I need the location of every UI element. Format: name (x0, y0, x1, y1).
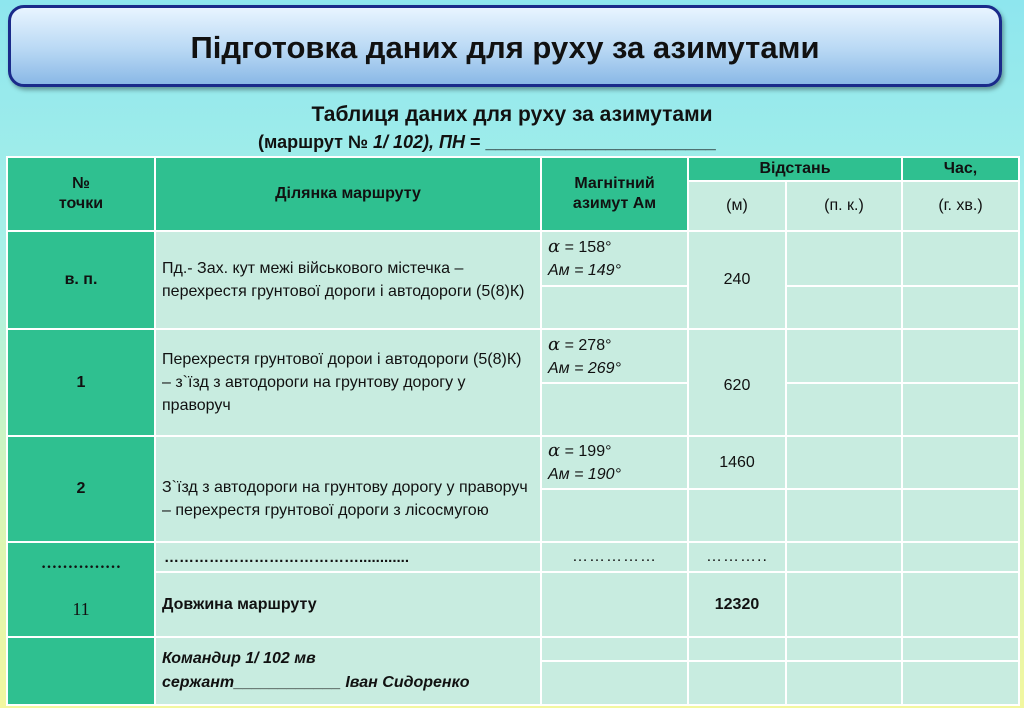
empty-cell (688, 637, 786, 661)
table-title: Таблиця даних для руху за азимутами (311, 103, 713, 126)
empty-cell (541, 286, 688, 329)
empty-cell (902, 637, 1019, 661)
empty-cell (786, 489, 902, 542)
empty-cell (902, 383, 1019, 436)
alpha-symbol: α (548, 440, 561, 461)
time-cell (902, 329, 1019, 383)
page-title: Підготовка даних для руху за азимутами (190, 30, 820, 65)
empty-cell (902, 572, 1019, 637)
final-point: 11 (72, 599, 90, 619)
azimuth-cell (541, 329, 688, 383)
route-table (6, 156, 1020, 706)
route-length-total: 12320 (688, 572, 786, 637)
segment-cell: Пд.- Зах. кут межі військового містечка – перехрестя грунтової дороги і автодороги (5(8)К) (155, 231, 541, 329)
header-row (7, 157, 1019, 181)
am-value: Ам = 149° (548, 262, 621, 279)
header-azimuth: Магнітний азимут Ам (541, 157, 688, 231)
point-cell: 1 (7, 329, 155, 436)
empty-cell (541, 637, 688, 661)
empty-cell (541, 661, 688, 705)
final-point-cell (7, 542, 155, 637)
empty-cell (541, 489, 688, 542)
empty-cell (902, 661, 1019, 705)
alpha-value: = 199° (564, 443, 612, 460)
header-point: № точки (7, 157, 155, 231)
am-value: Ам = 269° (548, 359, 621, 377)
dots-distance: ……….. (688, 542, 786, 572)
header-distance: Відстань (688, 157, 902, 181)
header-dist-m: (м) (688, 181, 786, 231)
empty-cell (902, 542, 1019, 572)
point-cell: в. п. (7, 231, 155, 329)
subtitle-prefix: (маршрут № (258, 132, 373, 152)
empty-cell (786, 286, 902, 329)
azimuth-cell (541, 231, 688, 286)
final-row (7, 542, 1019, 572)
table-row (7, 231, 1019, 286)
alpha-value: = 278° (564, 336, 612, 354)
empty-cell (688, 489, 786, 542)
pk-cell (786, 231, 902, 286)
empty-cell (7, 637, 155, 705)
alpha-symbol: α (548, 236, 561, 257)
header-segment: Ділянка маршруту (155, 157, 541, 231)
dots-point: …………… (41, 555, 121, 572)
title-banner (8, 5, 1002, 87)
table-row (7, 329, 1019, 383)
dots-azimuth: …………… (541, 542, 688, 572)
header-dist-pk: (п. к.) (786, 181, 902, 231)
empty-cell (786, 383, 902, 436)
table-subtitle (258, 132, 716, 153)
empty-cell (541, 383, 688, 436)
header-time: Час, (902, 157, 1019, 181)
commander-line2: сержант____________ Іван Сидоренко (162, 674, 470, 691)
time-cell (902, 231, 1019, 286)
segment-cell: З`їзд з автодороги на грунтову дорогу у праворуч – перехрестя грунтової дороги з лісосмугою (155, 436, 541, 542)
azimuth-cell (541, 436, 688, 489)
subtitle-suffix: = _______________________ (464, 132, 716, 152)
commander-line1: Командир 1/ 102 мв (162, 650, 316, 667)
distance-cell: 240 (688, 231, 786, 329)
empty-cell (902, 286, 1019, 329)
empty-cell (786, 572, 902, 637)
alpha-value: = 158° (564, 239, 612, 256)
dots-segment: …………………………………............ (155, 542, 541, 572)
distance-cell: 1460 (688, 436, 786, 489)
commander-row (7, 637, 1019, 661)
empty-cell (786, 542, 902, 572)
pk-cell (786, 436, 902, 489)
empty-cell (786, 637, 902, 661)
length-row (7, 572, 1019, 637)
point-cell: 2 (7, 436, 155, 542)
table-row (7, 436, 1019, 489)
empty-cell (541, 572, 688, 637)
alpha-symbol: α (548, 333, 561, 355)
pk-cell (786, 329, 902, 383)
distance-cell: 620 (688, 329, 786, 436)
route-length-label: Довжина маршруту (155, 572, 541, 637)
am-value: Ам = 190° (548, 466, 621, 483)
empty-cell (786, 661, 902, 705)
segment-cell: Перехрестя грунтової дорои і автодороги (5(8)К) – з`їзд з автодороги на грунтову дорогу у праворуч (155, 329, 541, 436)
empty-cell (902, 489, 1019, 542)
commander-cell (155, 637, 541, 705)
empty-cell (688, 661, 786, 705)
header-time-unit: (г. хв.) (902, 181, 1019, 231)
time-cell (902, 436, 1019, 489)
subtitle-route: 1/ 102), ПН (372, 132, 465, 152)
